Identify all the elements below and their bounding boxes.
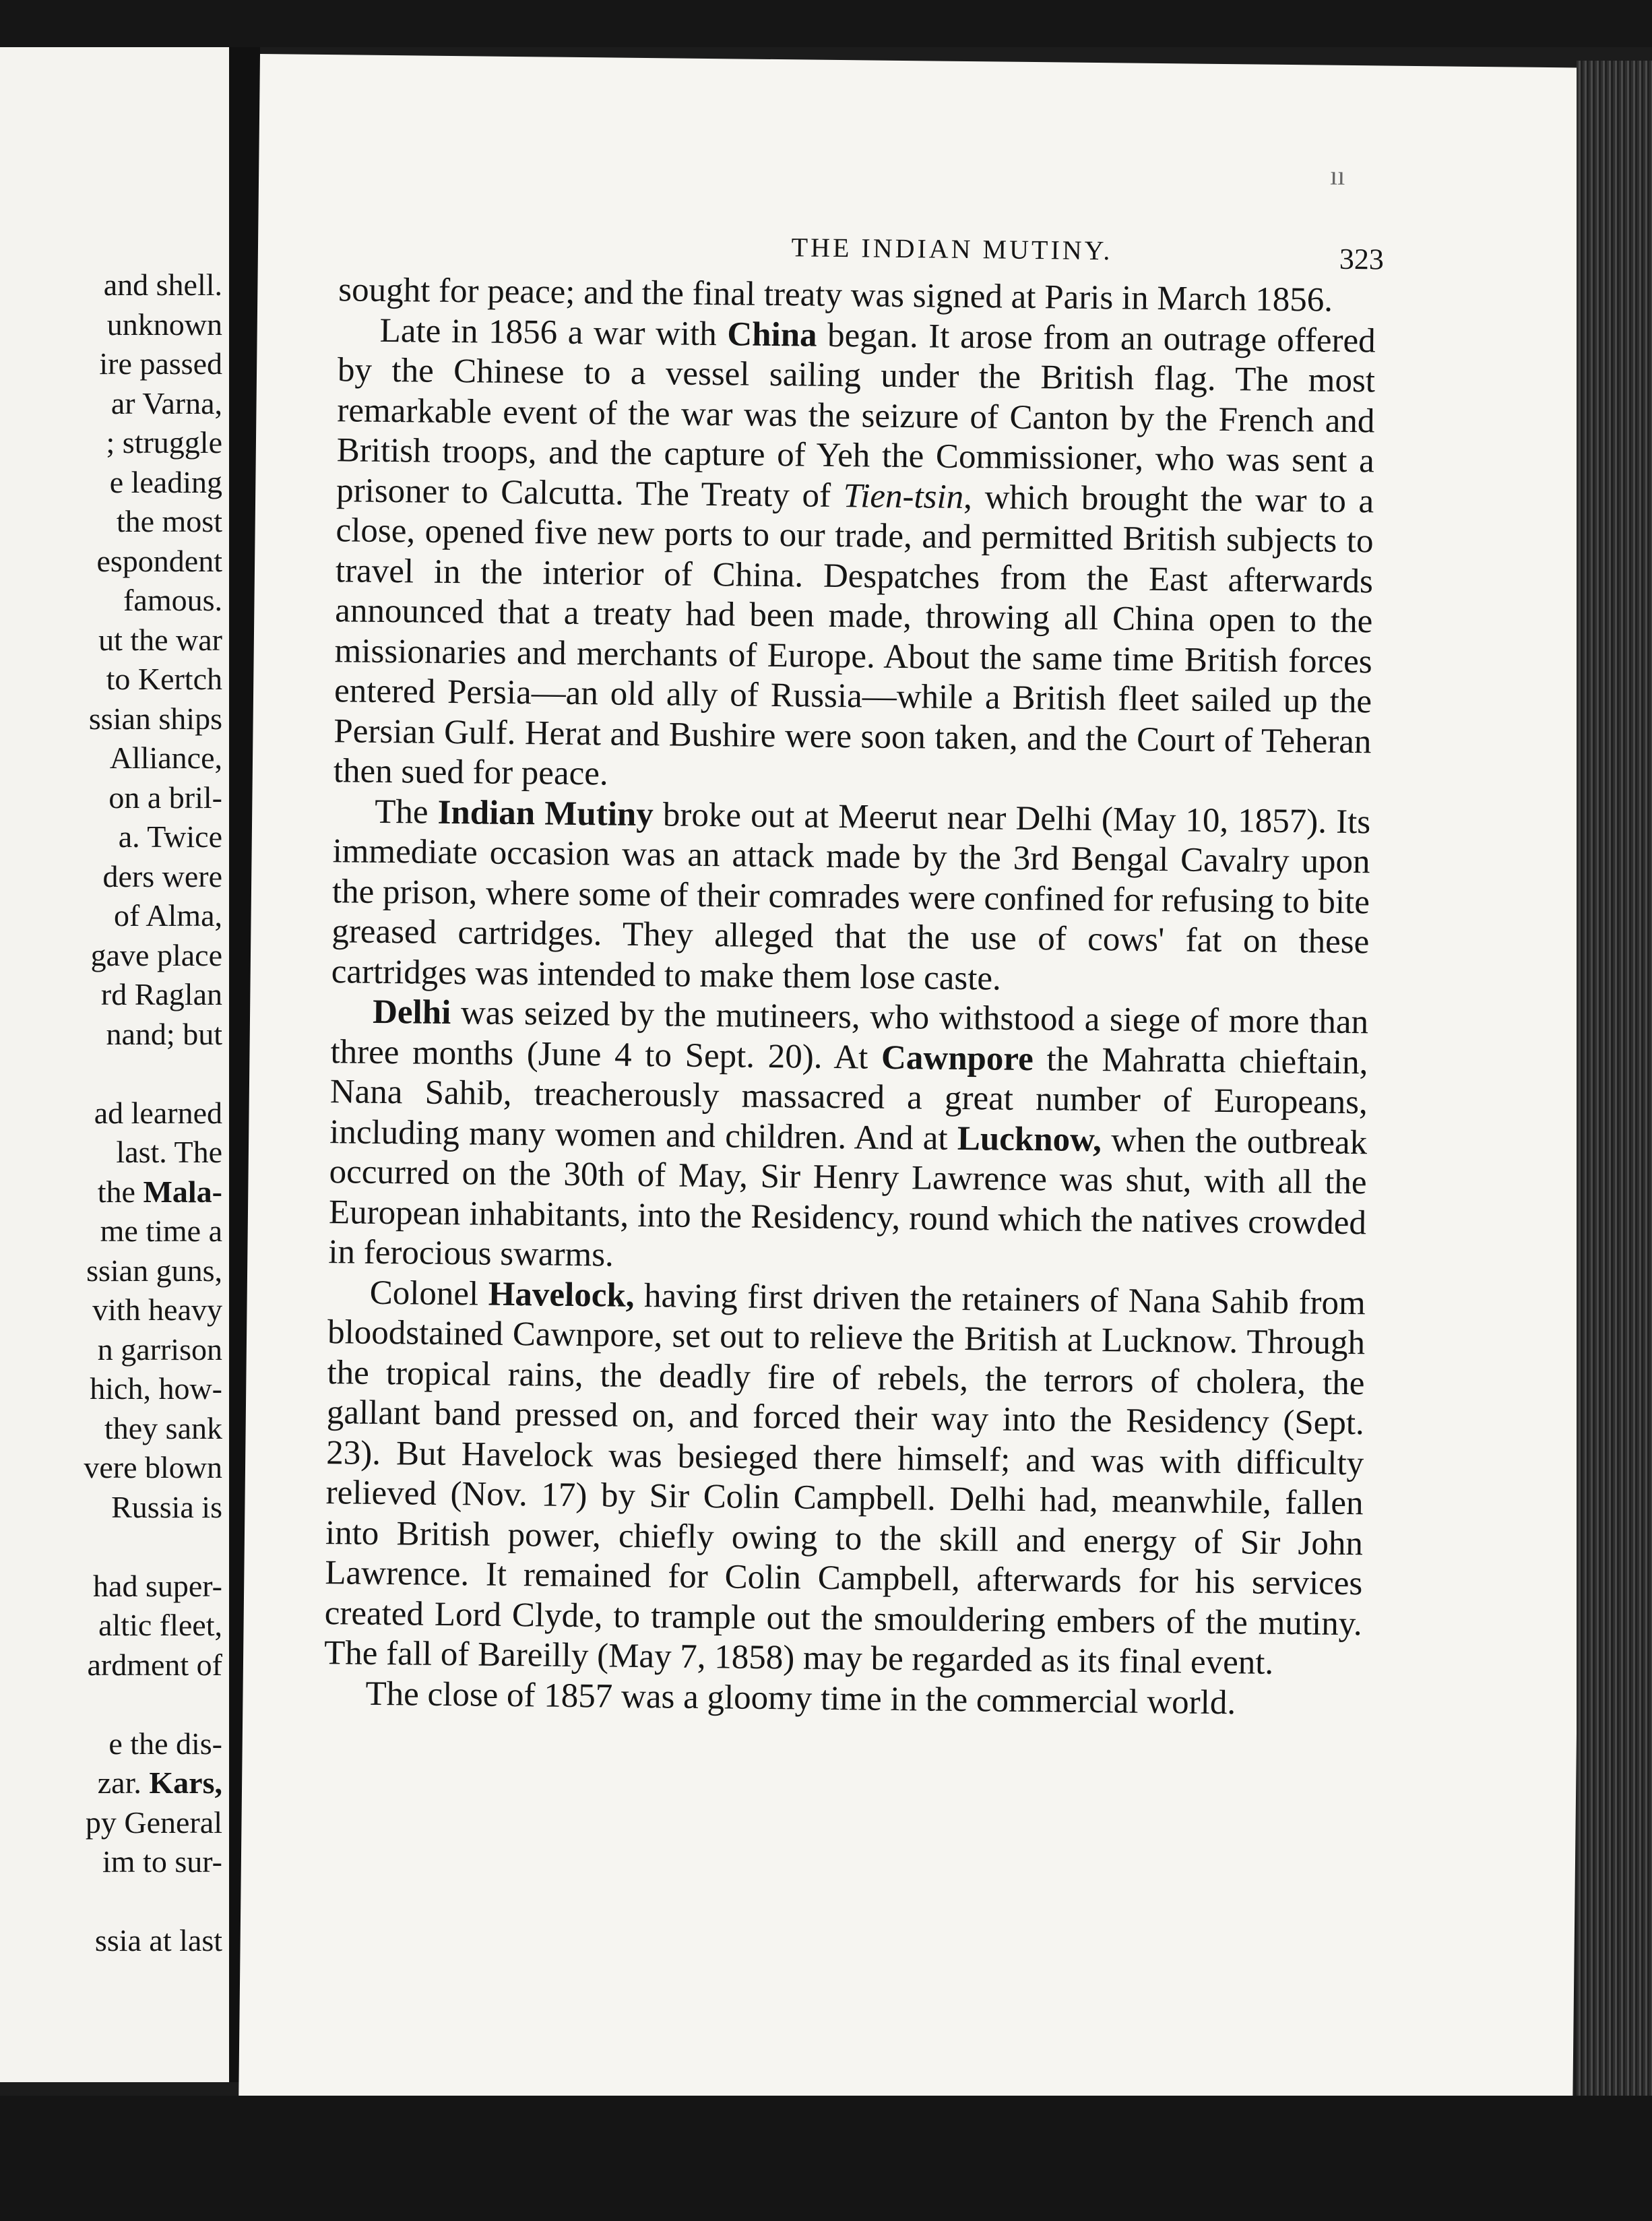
scan-top-border	[0, 0, 1652, 47]
bold-term: Indian Mutiny	[437, 793, 654, 834]
left-page-line: ut the war	[98, 622, 222, 657]
paragraph	[331, 792, 1370, 1003]
page-edges	[1577, 61, 1652, 2170]
text-run: The close of 1857 was a gloomy time in the commercial world.	[365, 1675, 1236, 1722]
text-run: Colonel	[369, 1274, 489, 1313]
left-page-line: ders were	[102, 858, 222, 894]
bold-term: Delhi	[372, 993, 451, 1032]
left-page-line: zar. Kars,	[97, 1765, 222, 1800]
paragraph	[328, 992, 1368, 1284]
left-page-line: vith heavy	[92, 1292, 222, 1327]
paragraph	[333, 311, 1376, 803]
left-page-line: had super-	[93, 1568, 222, 1603]
text-run: having first driven the retainers of Nana Sahib from bloodstained Cawnpore, set out to relieve the British at Lucknow. Through the tropical rains, the deadly fire of rebels, the terrors of cholera, the gallant band pressed on, and forced their way into the Residency (Sept. 23). But Havelock was besieged there himself; and was with difficulty relieved (Nov. 17) by Sir Colin Campbell. Delhi had, meanwhile, fallen into British power, chiefly owing to the skill and energy of Sir John Lawrence. It remained for Colin Campbell, afterwards for his services created Lord Clyde, to trample out the smouldering embers of the mutiny. The fall of Bareilly (May 7, 1858) may be regarded as its final event.	[323, 1276, 1366, 1682]
text-run: Late in 1856 a war with	[379, 311, 728, 353]
left-page-line: ssia at last	[94, 1923, 222, 1958]
left-page-line: ssian guns,	[86, 1253, 222, 1288]
text-run: The	[374, 792, 438, 832]
left-page-line: last. The	[116, 1135, 222, 1169]
text-run: , which brought the war to a close, opened five new ports to our trade, and permitted British subjects to travel in the interior of China. Despatches from the East afterwards announced that a treaty had been made, throwing all China open to the missionaries and merchants of Europe. About the same time British forces entered Persia—an old ally of Russia—while a British fleet sailed up the Persian Gulf. Herat and Bushire were soon taken, and the Court of Teheran then sued for peace.	[333, 478, 1374, 793]
text-run: sought for peace; and the final treaty was signed at Paris in March 1856.	[338, 271, 1333, 319]
left-page-line: Alliance,	[109, 741, 222, 775]
left-page-line: e the dis-	[108, 1726, 222, 1761]
left-page-line: py General	[85, 1805, 222, 1840]
left-page-line: ; struggle	[106, 425, 222, 460]
left-page-line: the Mala-	[97, 1174, 222, 1209]
running-head: THE INDIAN MUTINY.	[791, 232, 1113, 266]
bold-term: China	[727, 315, 817, 354]
left-page-line: espondent	[96, 543, 222, 578]
left-page-line: Russia is	[111, 1489, 222, 1524]
text-run: the Mahratta chieftain, Nana Sahib, treacherously massacred a great number of Europeans, including many women and children. And at	[329, 1040, 1368, 1158]
left-page-line: vere blown	[84, 1450, 222, 1484]
left-page-line: a. Twice	[118, 819, 222, 854]
text-run: when the outbreak occurred on the 30th of May, Sir Henry Lawrence was shut, with all the European inhabitants, into the Residency, round which the natives crowded in ferocious swarms.	[328, 1121, 1368, 1274]
left-page-line: the most	[116, 504, 222, 538]
left-page-line: famous.	[123, 583, 222, 617]
page-number: 323	[1339, 242, 1385, 276]
italic-term: Tien-tsin	[843, 476, 964, 516]
left-page-line: e leading	[109, 464, 222, 499]
left-page-line: gave place	[90, 937, 222, 972]
text-run: began. It arose from an outrage offered by the Chinese to a vessel sailing under the British flag. The most remarkable event of the war was the seizure of Canton by the French and British troops, and the capture of Yeh the Commissioner, who was sent a prisoner to Calcutta. The Treaty of	[336, 316, 1376, 515]
book-page	[239, 54, 1594, 2123]
left-page-line: me time a	[100, 1214, 222, 1248]
left-facing-page	[0, 47, 229, 2082]
left-page-line: and shell.	[103, 268, 222, 302]
left-page-line: ardment of	[87, 1647, 222, 1682]
body-text	[323, 270, 1376, 1724]
left-page-line: on a bril-	[108, 780, 222, 815]
left-page-line: unknown	[106, 307, 222, 342]
left-page-line: hich, how-	[90, 1371, 222, 1406]
left-page-line: im to sur-	[102, 1844, 222, 1879]
scan-bottom-border	[0, 2096, 1652, 2221]
paragraph	[324, 1273, 1366, 1685]
left-page-line: ad learned	[94, 1095, 222, 1130]
left-page-line: ire passed	[99, 346, 222, 381]
bold-term: Cawnpore	[881, 1038, 1034, 1078]
left-page-line: nand; but	[106, 1016, 222, 1051]
bold-term: Lucknow,	[957, 1119, 1102, 1159]
left-page-line: altic fleet,	[98, 1608, 222, 1642]
left-page-line: they sank	[104, 1410, 222, 1445]
page-corner-mark: ıı	[1329, 160, 1345, 191]
bold-term: Havelock,	[488, 1275, 635, 1315]
text-run: broke out at Meerut near Delhi (May 10, 1857). Its immediate occasion was an attack made by the 3rd Bengal Cavalry upon the prison, where some of their comrades were confined for refusing to bite greased cartridges. They alleged that the use of cows' fat on these cartridges was intended to make them lose caste.	[331, 795, 1371, 998]
left-page-line: ssian ships	[88, 701, 222, 736]
left-page-line: to Kertch	[106, 662, 222, 696]
left-page-line: ar Varna,	[110, 385, 222, 420]
left-page-line: rd Raglan	[100, 977, 222, 1011]
left-page-line: of Alma,	[114, 898, 222, 933]
text-run: was seized by the mutineers, who withstood a siege of more than three months (June 4 to Sept. 20). At	[330, 994, 1369, 1077]
left-page-line: n garrison	[97, 1332, 222, 1367]
